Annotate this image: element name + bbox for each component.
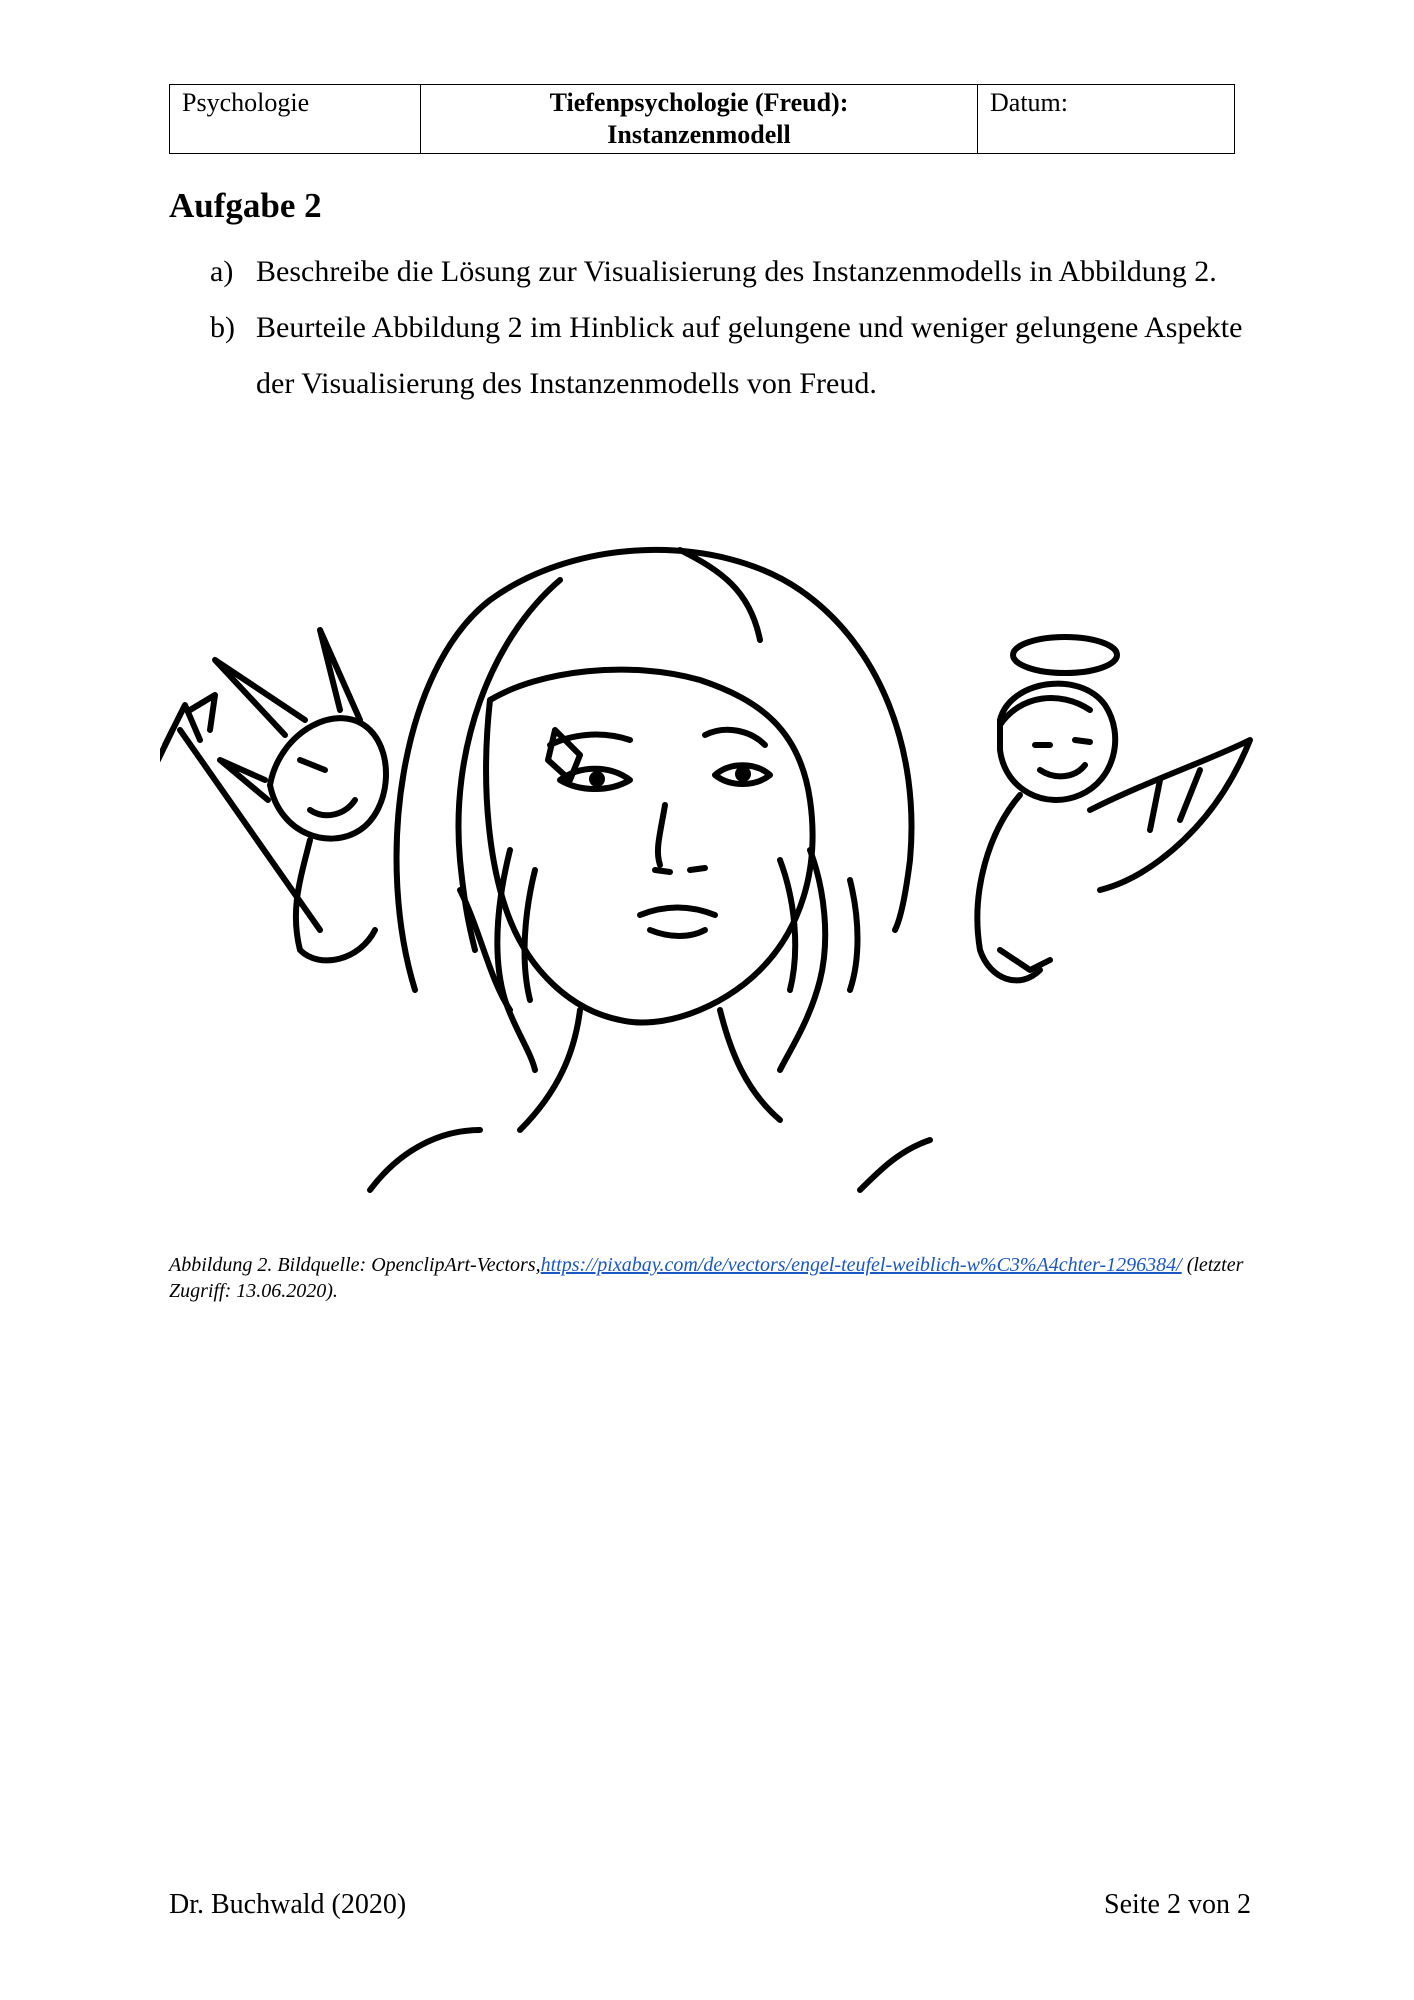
caption-link[interactable]: https://pixabay.com/de/vectors/engel-teufel-weiblich-w%C3%A4chter-1296384/ <box>540 1254 1182 1276</box>
shoulder-left <box>370 1130 480 1190</box>
pitchfork-head <box>160 695 215 760</box>
hair-inner-left <box>458 580 560 950</box>
devil-horn-left <box>215 660 305 735</box>
task-heading: Aufgabe 2 <box>169 186 322 225</box>
neck-shoulders <box>520 1010 780 1130</box>
right-pupil <box>735 766 751 782</box>
mouth <box>640 908 715 937</box>
task-marker: b) <box>210 311 235 344</box>
title-line-1: Tiefenpsychologie (Freud): <box>549 88 849 117</box>
task-marker: a) <box>210 255 234 288</box>
task-item-a <box>210 244 1250 300</box>
task-list <box>210 244 1250 412</box>
footer-author: Dr. Buchwald (2020) <box>169 1889 407 1920</box>
devil-face <box>300 760 355 815</box>
date-cell: Datum: <box>978 85 1235 154</box>
left-pupil <box>589 771 605 787</box>
task-text: Beschreibe die Lösung zur Visualisierung des Instanzenmodells in Abbildung 2. <box>256 255 1217 288</box>
header-table <box>169 84 1235 154</box>
title-cell <box>421 85 978 154</box>
angel-face <box>1035 740 1090 776</box>
angel-halo <box>1013 637 1117 673</box>
face-outline <box>486 670 812 1023</box>
figure-caption <box>169 1252 1249 1304</box>
caption-suffix: (letzter Zugriff: 13.06.2020). <box>169 1254 1244 1302</box>
subject-cell: Psychologie <box>170 85 421 154</box>
angel-hand <box>1000 950 1050 970</box>
nose <box>655 805 705 872</box>
devil-horn-right <box>320 630 360 720</box>
angel-devil-illustration <box>160 530 1260 1230</box>
caption-prefix: Abbildung 2. Bildquelle: OpenclipArt-Vectors, <box>169 1254 541 1276</box>
shoulder-right <box>860 1140 930 1190</box>
right-eyebrow <box>705 730 765 745</box>
devil-body <box>296 840 375 960</box>
footer-page-number: Seite 2 von 2 <box>1104 1889 1251 1920</box>
title-line-2: Instanzenmodell <box>607 120 791 149</box>
task-text: Beurteile Abbildung 2 im Hinblick auf gelungene und weniger gelungene Aspekte der Visualisierung des Instanzenmodells von Freud. <box>256 311 1243 400</box>
right-hand <box>780 850 858 1070</box>
task-item-b <box>210 300 1250 412</box>
